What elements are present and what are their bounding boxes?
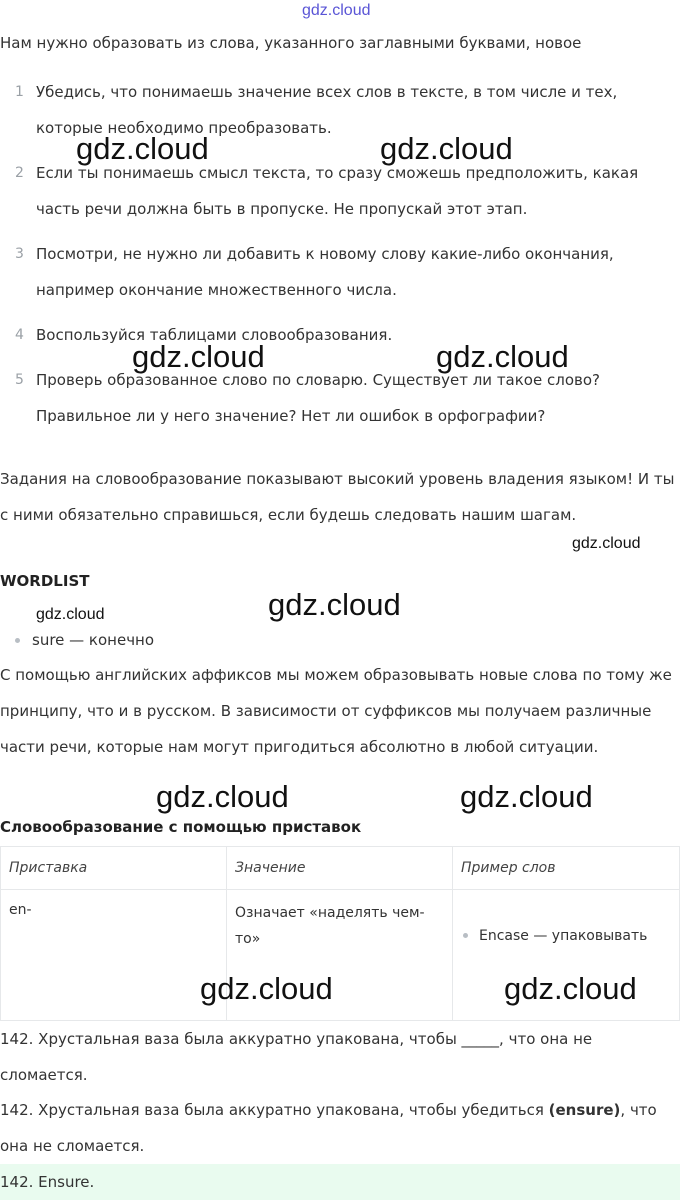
watermark: gdz.cloud bbox=[572, 535, 641, 552]
exercise-solution bbox=[0, 1092, 678, 1164]
example-item bbox=[479, 918, 671, 954]
step-number: 2 bbox=[15, 165, 24, 181]
solution-word: (ensure) bbox=[548, 1101, 621, 1119]
step-text: Проверь образованное слово по словарю. Существует ли такое слово? Правильное ли у него значение? Нет ли ошибок в орфографии? bbox=[36, 371, 600, 425]
column-header: Пример слов bbox=[453, 847, 680, 890]
watermark: gdz.cloud bbox=[268, 587, 401, 622]
section-heading: Словообразование с помощью приставок bbox=[0, 818, 362, 836]
example-text: Encase — упаковывать bbox=[479, 928, 648, 944]
wordlist-item bbox=[15, 622, 154, 658]
column-header: Значение bbox=[227, 847, 453, 890]
step-number: 4 bbox=[15, 327, 24, 343]
step-number: 5 bbox=[15, 372, 24, 388]
wordlist-item-text: sure — конечно bbox=[32, 631, 155, 649]
bullet-icon bbox=[463, 933, 468, 938]
watermark: gdz.cloud bbox=[380, 131, 513, 166]
encouragement-text: Задания на словообразование показывают высокий уровень владения языком! И ты с ними обязательно справишься, если будешь следовать нашим шагам. bbox=[0, 470, 675, 524]
step-number: 1 bbox=[15, 84, 24, 100]
bullet-icon bbox=[15, 638, 20, 643]
meaning-cell: Означает «наделять чем-то» bbox=[227, 890, 453, 1021]
watermark: gdz.cloud bbox=[436, 339, 569, 374]
step-text: Воспользуйся таблицами словообразования. bbox=[36, 326, 393, 344]
watermark: gdz.cloud bbox=[76, 131, 209, 166]
table-header-row bbox=[1, 847, 680, 890]
watermark: gdz.cloud bbox=[156, 779, 289, 814]
watermark: gdz.cloud bbox=[460, 779, 593, 814]
answer-box bbox=[0, 1164, 680, 1200]
step-text: Убедись, что понимаешь значение всех слов в тексте, в том числе и тех, которые необходимо преобразовать. bbox=[36, 83, 618, 137]
affix-paragraph: С помощью английских аффиксов мы можем образовывать новые слова по тому же принципу, что и в русском. В зависимости от суффиксов мы получаем различные части речи, которые нам могут пригодиться абсолютно в любой ситуации. bbox=[0, 666, 672, 756]
intro-text: Нам нужно образовать из слова, указанного заглавными буквами, новое bbox=[0, 34, 582, 52]
step-text: Если ты понимаешь смысл текста, то сразу сможешь предположить, какая часть речи должна быть в пропуске. Не пропускай этот этап. bbox=[36, 164, 639, 218]
step-number: 3 bbox=[15, 246, 24, 262]
prefix-cell: en- bbox=[1, 890, 227, 1021]
column-header: Приставка bbox=[1, 847, 227, 890]
exercise-question: 142. Хрустальная ваза была аккуратно упакована, чтобы _____, что она не сломается. bbox=[0, 1030, 593, 1084]
watermark: gdz.cloud bbox=[36, 606, 105, 623]
watermark: gdz.cloud bbox=[504, 971, 637, 1006]
answer-text: 142. Ensure. bbox=[0, 1173, 95, 1191]
watermark-top: gdz.cloud bbox=[302, 2, 371, 19]
solution-text: , что она не сломается. bbox=[0, 1101, 657, 1155]
step-text: Посмотри, не нужно ли добавить к новому слову какие-либо окончания, например окончание множественного числа. bbox=[36, 245, 614, 299]
solution-text: 142. Хрустальная ваза была аккуратно упакована, чтобы убедиться bbox=[0, 1101, 549, 1119]
wordlist-heading: WORDLIST bbox=[0, 572, 90, 590]
watermark: gdz.cloud bbox=[200, 971, 333, 1006]
watermark: gdz.cloud bbox=[132, 339, 265, 374]
